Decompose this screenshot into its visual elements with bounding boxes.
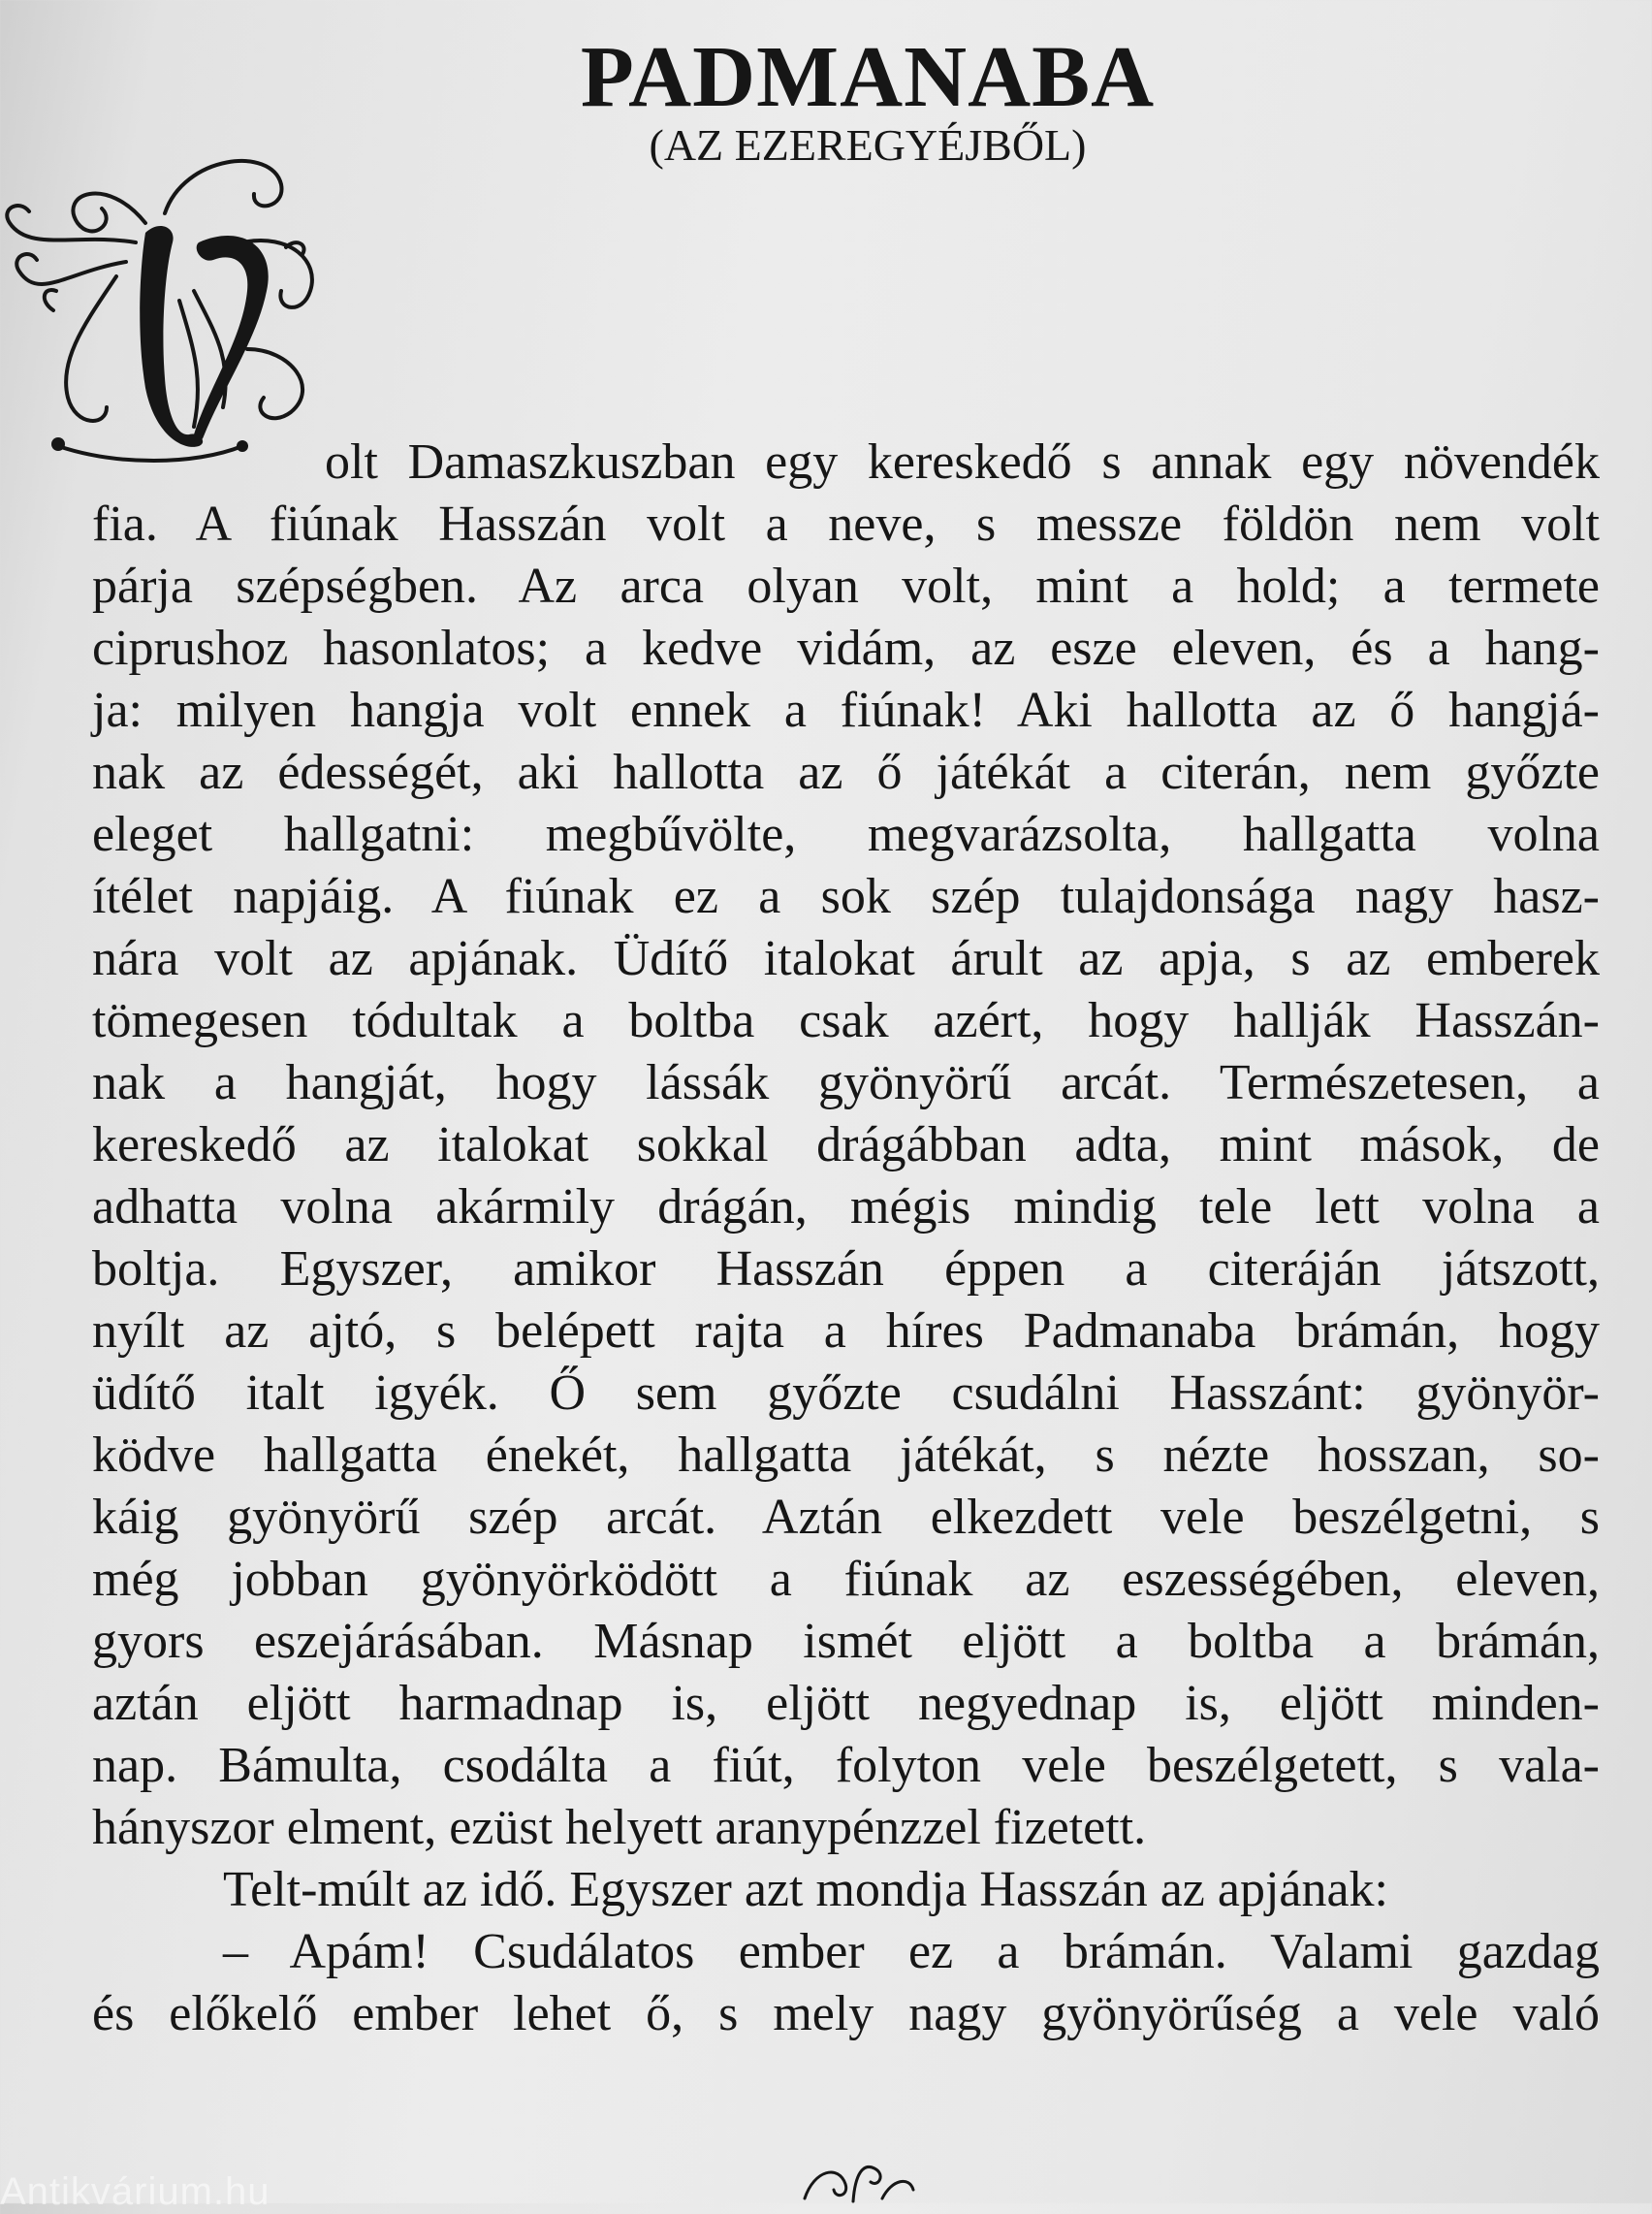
text-line: hányszor elment, ezüst helyett aranypénzzel fizetett. bbox=[92, 1800, 1147, 1855]
text-line: nára volt az apjának. Üdítő italokat árult az apja, s az emberek bbox=[92, 931, 1600, 986]
text-line: boltja. Egyszer, amikor Hasszán éppen a citeráján játszott, bbox=[92, 1241, 1600, 1297]
text-line: ködve hallgatta énekét, hallgatta játékát, s nézte hosszan, so- bbox=[92, 1428, 1600, 1483]
ornamental-initial-v-icon bbox=[0, 155, 330, 475]
text-line: nak a hangját, hogy lássák gyönyörű arcát. Természetesen, a bbox=[92, 1055, 1600, 1110]
text-line: nak az édességét, aki hallotta az ő játékát a citerán, nem győzte bbox=[92, 745, 1600, 800]
text-line: üdítő italt igyék. Ő sem győzte csudálni Hasszánt: gyönyör- bbox=[92, 1365, 1600, 1421]
text-line: ciprushoz hasonlatos; a kedve vidám, az esze eleven, és a hang- bbox=[92, 621, 1600, 676]
text-line: olt Damaszkuszban egy kereskedő s annak egy növendék bbox=[325, 434, 1600, 490]
text-line: nap. Bámulta, csodálta a fiút, folyton vele beszélgetett, s vala- bbox=[92, 1738, 1600, 1793]
text-line: aztán eljött harmadnap is, eljött negyednap is, eljött minden- bbox=[92, 1676, 1600, 1731]
text-line: még jobban gyönyörködött a fiúnak az eszességében, eleven, bbox=[92, 1552, 1600, 1607]
text-line: ja: milyen hangja volt ennek a fiúnak! Aki hallotta az ő hangjá- bbox=[92, 683, 1600, 738]
page-subtitle: (AZ EZEREGYÉJBŐL) bbox=[649, 120, 1087, 170]
flourish-ornament-icon bbox=[785, 2155, 921, 2203]
text-line: eleget hallgatni: megbűvölte, megvarázsolta, hallgatta volna bbox=[92, 807, 1600, 862]
text-line: fia. A fiúnak Hasszán volt a neve, s messze földön nem volt bbox=[92, 497, 1600, 552]
text-line: ítélet napjáig. A fiúnak ez a sok szép tulajdonsága nagy hasz- bbox=[92, 869, 1600, 924]
text-line: párja szépségben. Az arca olyan volt, mint a hold; a termete bbox=[92, 559, 1600, 614]
text-line: nyílt az ajtó, s belépett rajta a híres Padmanaba brámán, hogy bbox=[92, 1303, 1600, 1359]
text-line: gyors eszejárásában. Másnap ismét eljött a boltba a brámán, bbox=[92, 1614, 1600, 1669]
text-line: Telt-múlt az idő. Egyszer azt mondja Hasszán az apjának: bbox=[223, 1862, 1388, 1917]
text-line: tömegesen tódultak a boltba csak azért, hogy hallják Hasszán- bbox=[92, 993, 1600, 1048]
text-line: káig gyönyörű szép arcát. Aztán elkezdett vele beszélgetni, s bbox=[92, 1490, 1600, 1545]
watermark: Antikvárium.hu bbox=[0, 2170, 270, 2213]
text-line: – Apám! Csudálatos ember ez a brámán. Valami gazdag bbox=[223, 1924, 1600, 1979]
page-title: PADMANABA bbox=[580, 29, 1156, 125]
text-line: adhatta volna akármily drágán, mégis mindig tele lett volna a bbox=[92, 1179, 1600, 1235]
text-line: és előkelő ember lehet ő, s mely nagy gyönyörűség a vele való bbox=[92, 1986, 1600, 2041]
text-line: kereskedő az italokat sokkal drágábban adta, mint mások, de bbox=[92, 1117, 1600, 1172]
